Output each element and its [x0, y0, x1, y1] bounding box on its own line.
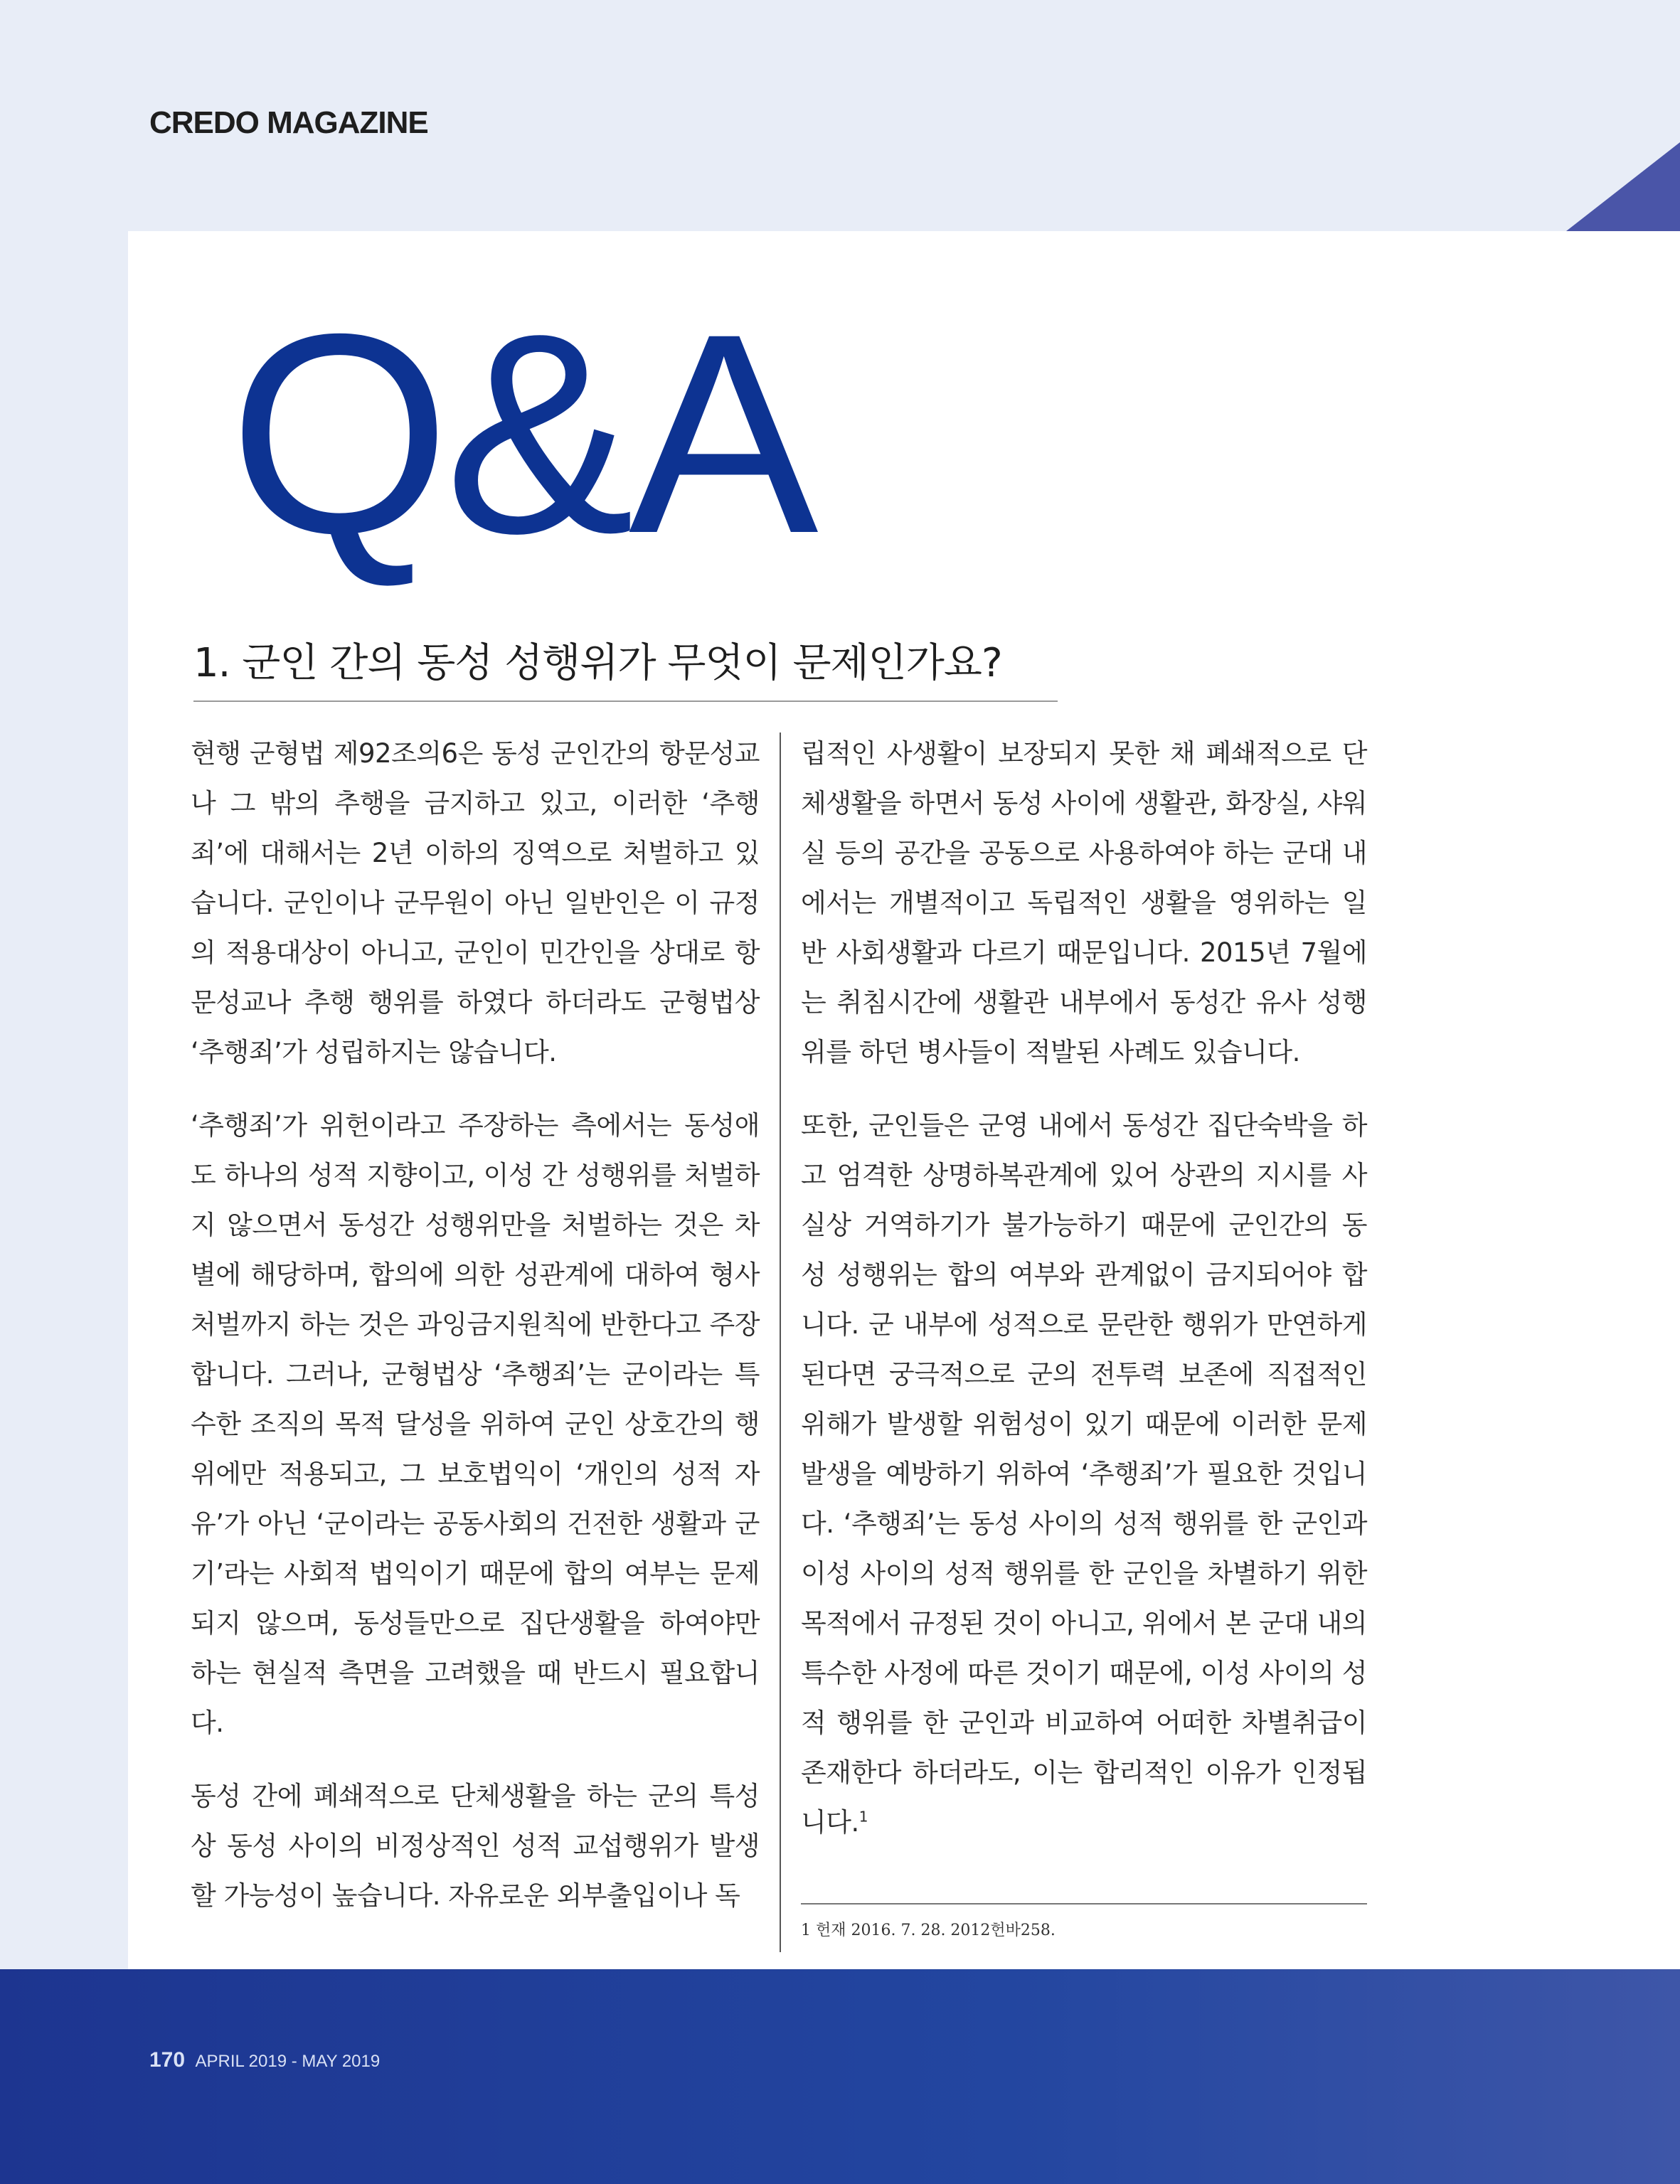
paragraph-text: 또한, 군인들은 군영 내에서 동성간 집단숙박을 하고 엄격한 상명하복관계에 있어 상관의 지시를 사실상 거역하기가 불가능하기 때문에 군인간의 동성 성행위는 합의 여부와 관계없이 금지되어야 합니다. 군 내부에 성적으로 문란한 행위가 만연하게 된다면 궁극적으로 군의 전투력 보존에 직접적인 위해가 발생할 위험성이 있기 때문에 이러한 문제 발생을 예방하기 위하여 ‘추행죄’가 필요한 것입니다. ‘추행죄’는 동성 사이의 성적 행위를 한 군인과 이성 사이의 성적 행위를 한 군인을 차별하기 위한 목적에서 규정된 것이 아니고, 위에서 본 군대 내의 특수한 사정에 따른 것이기 때문에, 이성 사이의 성적 행위를 한 군인과 비교하여 어떠한 차별취급이 존재한다 하더라도, 이는 합리적인 이유가 인정됩니다.: [801, 1110, 1367, 1838]
paragraph: 립적인 사생활이 보장되지 못한 채 폐쇄적으로 단체생활을 하면서 동성 사이에 생활관, 화장실, 샤워실 등의 공간을 공동으로 사용하여야 하는 군대 내에서는 개별적이고 독립적인 생활을 영위하는 일반 사회생활과 다르기 때문입니다. 2015년 7월에는 취침시간에 생활관 내부에서 동성간 유사 성행위를 하던 병사들이 적발된 사례도 있습니다.: [801, 738, 1367, 1067]
paragraph: 동성 간에 폐쇄적으로 단체생활을 하는 군의 특성상 동성 사이의 비정상적인 성적 교섭행위가 발생할 가능성이 높습니다. 자유로운 외부출입이나 독: [191, 1781, 760, 1911]
heading-rule: [193, 701, 1058, 702]
paragraph: 현행 군형법 제92조의6은 동성 군인간의 항문성교나 그 밖의 추행을 금지하고 있고, 이러한 ‘추행죄’에 대해서는 2년 이하의 징역으로 처벌하고 있습니다. 군인이나 군무원이 아닌 일반인은 이 규정의 적용대상이 아니고, 군인이 민간인을 상대로 항문성교나 추행 행위를 하였다 하더라도 군형법상 ‘추행죄’가 성립하지는 않습니다.: [191, 738, 760, 1067]
question-heading: 1. 군인 간의 동성 성행위가 무엇이 문제인가요?: [193, 640, 1002, 686]
issue-date: APRIL 2019 - MAY 2019: [195, 2052, 381, 2071]
column-divider: [780, 733, 781, 1952]
page-title: Q&A: [229, 275, 813, 592]
paragraph: ‘추행죄’가 위헌이라고 주장하는 측에서는 동성애도 하나의 성적 지향이고, 이성 간 성행위를 처벌하지 않으면서 동성간 성행위만을 처벌하는 것은 차별에 해당하며, 합의에 의한 성관계에 대하여 형사처벌까지 하는 것은 과잉금지원칙에 반한다고 주장합니다. 그러나, 군형법상 ‘추행죄’는 군이라는 특수한 조직의 목적 달성을 위하여 군인 상호간의 행위에만 적용되고, 그 보호법익이 ‘개인의 성적 자유’가 아닌 ‘군이라는 공동사회의 건전한 생활과 군기’라는 사회적 법익이기 때문에 합의 여부는 문제되지 않으며, 동성들만으로 집단생활을 하여야만 하는 현실적 측면을 고려했을 때 반드시 필요합니다.: [191, 1110, 760, 1738]
right-column: [801, 729, 1367, 1871]
corner-accent: [1566, 142, 1680, 231]
paragraph: [801, 1101, 1367, 1848]
left-column: [191, 729, 760, 1944]
footnote-rule: [801, 1903, 1367, 1905]
page-footer: [149, 2048, 380, 2072]
footnote-ref[interactable]: 1: [858, 1808, 868, 1826]
footer-band: [0, 1969, 1680, 2184]
footnote: 1 헌재 2016. 7. 28. 2012헌바258.: [801, 1922, 1056, 1939]
magazine-name: CREDO MAGAZINE: [149, 105, 428, 140]
page-number: 170: [149, 2048, 186, 2072]
